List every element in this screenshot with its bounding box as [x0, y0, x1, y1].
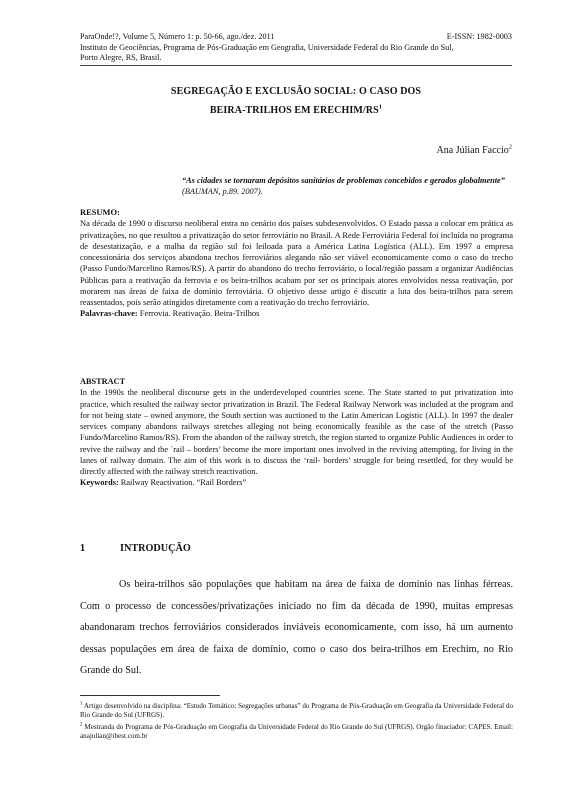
author-footnote-mark: 2 [508, 143, 512, 151]
footnote-2-mark: 2 [80, 722, 83, 728]
section-heading [80, 543, 191, 554]
resumo-heading: RESUMO: [80, 207, 120, 217]
footnote-1 [80, 702, 513, 721]
abstract-heading: ABSTRACT [80, 377, 126, 386]
section-title-text: INTRODUÇÃO [120, 543, 191, 554]
institution-location: Porto Alegre, RS, Brasil. [80, 53, 162, 62]
resumo-keywords [80, 308, 513, 319]
footnote-divider [80, 695, 220, 696]
footnote-1-text: Artigo desenvolvido na disciplina: “Estudo Temático: Segregações urbanas” do Programa de Pós-Graduação em Geografia da Universidade Federal do Rio Grande do Sul (UFRGS). [80, 702, 513, 720]
footnote-2 [80, 723, 513, 742]
abstract-text: In the 1990s the neoliberal discourse gets in the underdeveloped countries scene. The State started to put privatization into practice, which resulted the railway sector privatization in Brazil. The Federal Railway Network was included at the program and for not being state – owned anymore, the South section was auctioned to the Latin American Logistic (ALL). In 1997 the dealer services company abandons railways stretches alleging not being economically feasible as the case of the stretch (Passo Fundo/Marcelino Ramos/RS). From the abandon of the railway stretch, the region started to organize Public Audiences in order to revive the railway and the `rail – borders’ become the more important ones involved in the reviving attempting, for living in the lanes of railway domain. The aim of this work is to discuss the ‘rail- borders’ struggle for being resettled, for they would be directly affected with the railway stretch reactivation. [80, 388, 513, 476]
resumo-section [80, 207, 513, 320]
resumo-keywords-list: Ferrovia. Reativação. Beira-Trilhos [137, 308, 260, 319]
epigraph-quote: “As cidades se tornaram depósitos sanitários de problemas concebidos e gerados globalmente” [182, 176, 505, 185]
title-line-1: SEGREGAÇÃO E EXCLUSÃO SOCIAL: O CASO DOS [170, 86, 422, 97]
footnote-1-mark: 1 [80, 701, 83, 707]
author-name-text: Ana Júlian Faccio [436, 145, 509, 156]
abstract-keywords-list: Railway Reactivation. “Rail Borders” [118, 478, 247, 488]
header-divider [80, 65, 512, 66]
abstract-keywords [80, 477, 513, 488]
title-line-2-text: BEIRA-TRILHOS EM ERECHIM/RS [209, 105, 379, 116]
running-header [80, 32, 512, 64]
journal-citation: ParaOnde!?, Volume 5, Número 1: p. 50-66, ago./dez. 2011 [80, 32, 275, 41]
footnote-2-text: Mestranda do Programa de Pós-Graduação em Geografia da Universidade Federal do Rio Grande do Sul (UFRGS). Orgão finaciador: CAPES. Email: anajulian@ibest.com.br [80, 722, 513, 741]
author-name [437, 145, 512, 156]
resumo-keywords-label: Palavras-chave: [80, 308, 138, 319]
footnotes [80, 702, 513, 744]
abstract-section [80, 376, 513, 489]
body-paragraph: Os beira-trilhos são populações que habitam na área de faixa de domínio nas linhas férreas. Com o processo de concessões/privatizações iniciado no fim da década de 1990, muitas empresas abandonaram trechos ferroviários considerados inviáveis economicamente, com isso, há um aumento dessas populações em área de faixa de domínio, como o caso dos beira-trilhos em Erechim, no Rio Grande do Sul. [80, 579, 513, 676]
header-row [80, 32, 512, 43]
epigraph [182, 175, 512, 197]
section-number: 1 [80, 543, 86, 554]
resumo-text: Na década de 1990 o discurso neoliberal entra no cenário dos países subdesenvolvidos. O Estado passa a colocar em prática as privatizações, no que resultou a privatização do setor ferroviário no Brasil. A Rede Ferroviária Federal foi incluída no programa de desestatização, e a malha da região sul foi leiloada para a América Latina Logística (ALL). Em 1997 a empresa concessionária dos serviços abandona trechos ferroviários alegando não ser viável economicamente como o caso do trecho (Passo Fundo/Marcelino Ramos/RS). A partir do abandono do trecho ferroviário, o local/região passam a organizar Audiências Públicas para a reativação da ferrovia e os beira-trilhos acabam por ser os principais atores envolvidos nessa reativação, por morarem nas áreas de faixa de domínio ferroviária. O objetivo desse artigo é discutir a luta dos beira-trilhos para serem reassentados, pois serão atingidos diretamente com a reativação do trecho ferroviário. [80, 218, 513, 307]
epigraph-citation: (BAUMAN, p.89. 2007). [182, 187, 263, 196]
institution-line: Instituto de Geociências, Programa de Pós-Graduação em Geografia, Universidade Federal do Rio Grande do Sul, [80, 42, 454, 52]
abstract-keywords-label: Keywords: [80, 478, 119, 488]
issn: E-ISSN: 1982-0003 [446, 32, 512, 41]
title-line-2 [80, 101, 512, 120]
article-title [80, 82, 512, 120]
title-footnote-mark: 1 [378, 103, 383, 111]
